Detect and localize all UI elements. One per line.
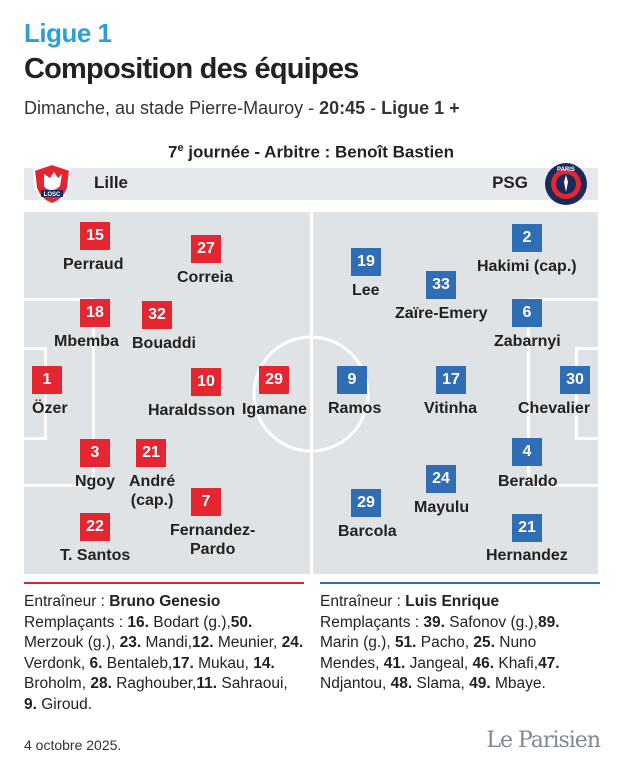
sub-number: 25. bbox=[473, 634, 495, 651]
home-player-name: Ngoy bbox=[75, 473, 115, 490]
sub-number: 51. bbox=[394, 634, 417, 651]
home-player-number: 27 bbox=[191, 235, 221, 263]
sub-number: 47. bbox=[538, 654, 560, 672]
home-player-number: 15 bbox=[80, 222, 110, 250]
away-player-name: Beraldo bbox=[498, 473, 558, 490]
sub-name: Mbaye. bbox=[490, 675, 546, 692]
home-player-number: 18 bbox=[80, 299, 110, 327]
sub-name: Mandi, bbox=[141, 634, 193, 651]
home-player-number: 29 bbox=[259, 366, 289, 394]
away-player-name: Vitinha bbox=[424, 400, 478, 417]
home-team-name: Lille bbox=[94, 173, 129, 192]
sub-name: Slama, bbox=[412, 675, 470, 692]
teams-bar bbox=[24, 168, 598, 200]
publication-date: 4 octobre 2025. bbox=[24, 737, 122, 753]
away-player-name: Hakimi (cap.) bbox=[477, 258, 577, 275]
home-player-name: Perraud bbox=[63, 256, 124, 273]
away-player-name: Mayulu bbox=[414, 499, 470, 516]
home-goal-box-bottom bbox=[24, 437, 46, 440]
home-player-number: 10 bbox=[191, 368, 221, 396]
away-team-info bbox=[320, 592, 600, 695]
home-player-name: T. Santos bbox=[60, 547, 131, 564]
home-team-info bbox=[24, 592, 304, 715]
subs-label: Remplaçants : bbox=[24, 613, 128, 631]
coach-label: Entraîneur : bbox=[320, 593, 406, 610]
away-player-name: Chevalier bbox=[518, 400, 591, 417]
away-divider bbox=[320, 582, 600, 584]
away-player-number: 24 bbox=[426, 465, 456, 493]
round-suffix: e bbox=[177, 142, 184, 154]
sub-name: Nuno Mendes, bbox=[320, 634, 537, 672]
sub-number: 89. bbox=[538, 613, 560, 631]
sub-number: 46. bbox=[472, 654, 495, 672]
home-player-name: Bouaddi bbox=[132, 335, 196, 352]
home-player-number: 7 bbox=[191, 488, 221, 516]
away-player-number: 30 bbox=[560, 366, 590, 394]
psg-logo-text: PARIS bbox=[557, 167, 575, 173]
center-circle bbox=[251, 334, 371, 454]
sub-name: Marin (g.), bbox=[320, 634, 395, 651]
home-player-name: Correia bbox=[177, 269, 234, 286]
lille-logo-text: LOSC bbox=[43, 192, 61, 198]
sub-name: Jangeal, bbox=[405, 654, 473, 672]
sub-number: 49. bbox=[469, 675, 491, 692]
away-goal-box-bottom bbox=[576, 437, 598, 440]
sub-name: Ndjantou, bbox=[320, 675, 391, 692]
away-player-number: 9 bbox=[337, 366, 367, 394]
away-player-name: Hernandez bbox=[486, 547, 568, 564]
home-player-name: André (cap.) bbox=[129, 473, 176, 509]
away-player-number: 17 bbox=[436, 366, 466, 394]
sub-name: Merzouk (g.), bbox=[24, 634, 120, 651]
away-player-name: Zabarnyi bbox=[494, 333, 561, 350]
sub-number: 23. bbox=[119, 634, 142, 651]
away-player-name: Barcola bbox=[338, 523, 397, 540]
away-player-number: 29 bbox=[351, 489, 381, 517]
sub-number: 39. bbox=[423, 613, 445, 631]
away-player-number: 19 bbox=[351, 248, 381, 276]
sub-number: 41. bbox=[383, 654, 406, 672]
away-player-number: 6 bbox=[512, 299, 542, 327]
away-player-number: 4 bbox=[512, 438, 542, 466]
coach-label: Entraîneur : bbox=[24, 593, 110, 610]
sub-name: Raghouber, bbox=[111, 675, 197, 692]
sub-number: 12. bbox=[192, 634, 214, 651]
sub-name: Bentaleb, bbox=[102, 654, 173, 672]
home-player-name: Haraldsson bbox=[148, 402, 236, 419]
match-info bbox=[0, 142, 622, 163]
round-referee: journée - Arbitre : Benoît Bastien bbox=[183, 142, 455, 162]
sub-number: 11. bbox=[196, 675, 218, 692]
lille-logo-icon bbox=[30, 162, 74, 206]
sub-number: 48. bbox=[390, 675, 413, 692]
home-coach: Bruno Genesio bbox=[109, 593, 221, 610]
sub-number: 28. bbox=[90, 675, 112, 692]
sub-name: Mukau, bbox=[193, 654, 254, 672]
sub-name: Sahraoui, bbox=[217, 675, 288, 692]
home-player-number: 32 bbox=[142, 301, 172, 329]
round-number: 7 bbox=[167, 142, 178, 162]
sub-number: 24. bbox=[281, 634, 304, 651]
home-divider bbox=[24, 582, 304, 584]
away-team-name: PSG bbox=[492, 173, 528, 192]
subtitle-venue: Dimanche, au stade Pierre-Mauroy - bbox=[24, 98, 320, 118]
home-player-name: Fernandez- Pardo bbox=[170, 522, 256, 558]
home-player-number: 1 bbox=[32, 366, 62, 394]
brand-logo: Le Parisien bbox=[486, 728, 600, 753]
kicker-title: Ligue 1 bbox=[24, 18, 112, 48]
home-player-name: Mbemba bbox=[54, 333, 119, 350]
away-player-number: 21 bbox=[512, 514, 542, 542]
sub-name: Pacho, bbox=[416, 634, 474, 651]
home-player-name: Igamane bbox=[242, 401, 307, 418]
away-player-name: Lee bbox=[352, 282, 380, 299]
pitch bbox=[24, 212, 598, 574]
subs-label: Remplaçants : bbox=[320, 613, 424, 631]
away-goal-box-top bbox=[576, 347, 598, 350]
match-subtitle bbox=[24, 98, 460, 119]
psg-logo-icon bbox=[544, 162, 588, 206]
home-player-name: Özer bbox=[32, 400, 68, 417]
sub-name: Broholm, bbox=[24, 675, 91, 692]
subtitle-separator: - bbox=[365, 98, 382, 118]
sub-number: 17. bbox=[172, 654, 194, 672]
sub-number: 50. bbox=[230, 613, 253, 631]
away-player-name: Zaïre-Emery bbox=[395, 305, 488, 322]
sub-number: 9. bbox=[24, 695, 37, 713]
home-goal-box-top bbox=[24, 347, 46, 350]
sub-name: Khafi, bbox=[494, 654, 539, 672]
page-title: Composition des équipes bbox=[24, 53, 359, 85]
sub-number: 6. bbox=[89, 654, 103, 672]
away-player-name: Ramos bbox=[328, 400, 382, 417]
home-player-number: 3 bbox=[80, 439, 110, 467]
away-coach: Luis Enrique bbox=[405, 593, 500, 610]
away-player-number: 33 bbox=[426, 271, 456, 299]
sub-name: Bodart (g.), bbox=[148, 613, 231, 631]
sub-number: 16. bbox=[127, 613, 149, 631]
home-player-number: 21 bbox=[136, 439, 166, 467]
sub-name: Verdonk, bbox=[24, 654, 90, 672]
sub-name: Meunier, bbox=[213, 634, 282, 651]
sub-number: 14. bbox=[253, 654, 275, 672]
sub-name: Giroud. bbox=[36, 695, 93, 713]
away-player-number: 2 bbox=[512, 224, 542, 252]
subtitle-time: 20:45 bbox=[319, 98, 366, 118]
subtitle-channel: Ligue 1 + bbox=[381, 98, 460, 118]
sub-name: Safonov (g.), bbox=[444, 613, 538, 631]
home-player-number: 22 bbox=[80, 513, 110, 541]
